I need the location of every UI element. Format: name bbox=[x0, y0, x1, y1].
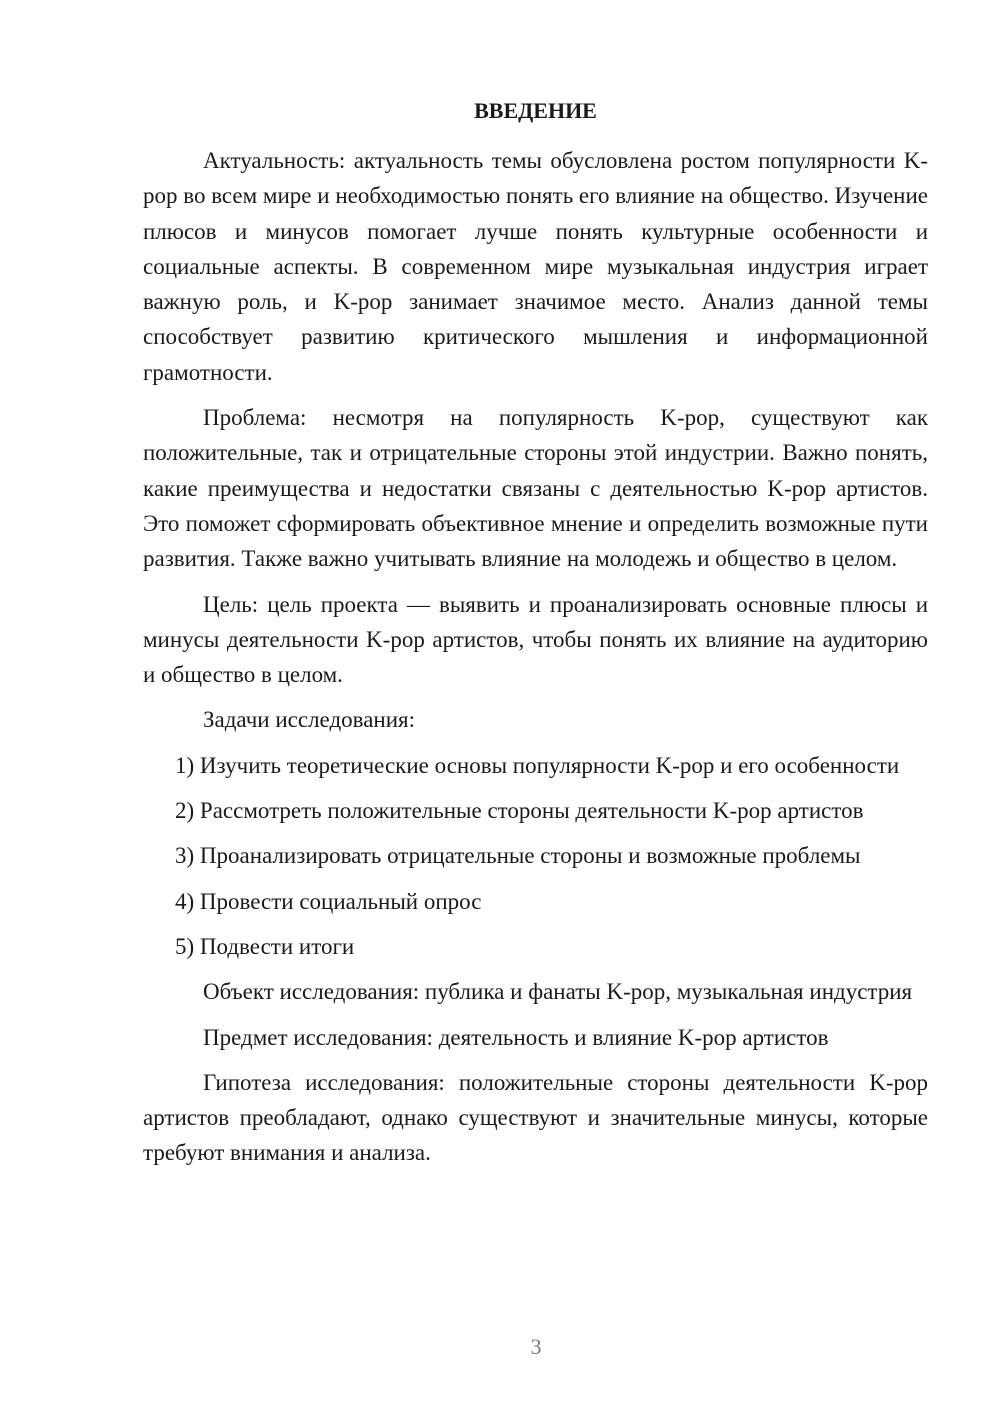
goal-paragraph: Цель: цель проекта — выявить и проанализировать основные плюсы и минусы деятельности K-pop артистов, чтобы понять их влияние на аудиторию и общество в целом. bbox=[143, 591, 928, 688]
section-title: ВВЕДЕНИЕ bbox=[474, 98, 597, 123]
tasks-heading: Задачи исследования: bbox=[203, 707, 416, 733]
subject-paragraph: Предмет исследования: деятельность и влияние K-pop артистов bbox=[203, 1024, 829, 1050]
hypothesis-paragraph: Гипотеза исследования: положительные стороны деятельности K-pop артистов преобладают, однако существуют и значительные минусы, которые требуют внимания и анализа. bbox=[143, 1069, 928, 1166]
object-paragraph: Объект исследования: публика и фанаты K-pop, музыкальная индустрия bbox=[203, 979, 913, 1005]
task-item: 4) Провести социальный опрос bbox=[175, 888, 482, 914]
page-content bbox=[143, 94, 928, 1181]
relevance-paragraph: Актуальность: актуальность темы обусловлена ростом популярности K-pop во всем мире и необходимостью понять его влияние на общество. Изучение плюсов и минусов помогает лучше понять культурные особенности и социальные аспекты. В современном мире музыкальная индустрия играет важную роль, и K-pop занимает значимое место. Анализ данной темы способствует развитию критического мышления и информационной грамотности. bbox=[143, 148, 928, 385]
page-number: 3 bbox=[530, 1334, 542, 1359]
task-item: 5) Подвести итоги bbox=[175, 933, 355, 959]
task-item: 3) Проанализировать отрицательные стороны и возможные проблемы bbox=[175, 843, 861, 869]
task-item: 2) Рассмотреть положительные стороны деятельности K-pop артистов bbox=[175, 798, 864, 824]
task-item: 1) Изучить теоретические основы популярности K-pop и его особенности bbox=[175, 752, 900, 778]
problem-paragraph: Проблема: несмотря на популярность K-pop, существуют как положительные, так и отрицательные стороны этой индустрии. Важно понять, какие преимущества и недостатки связаны с деятельностью K-pop артистов. Это поможет сформировать объективное мнение и определить возможные пути развития. Также важно учитывать влияние на молодежь и общество в целом. bbox=[143, 405, 928, 572]
